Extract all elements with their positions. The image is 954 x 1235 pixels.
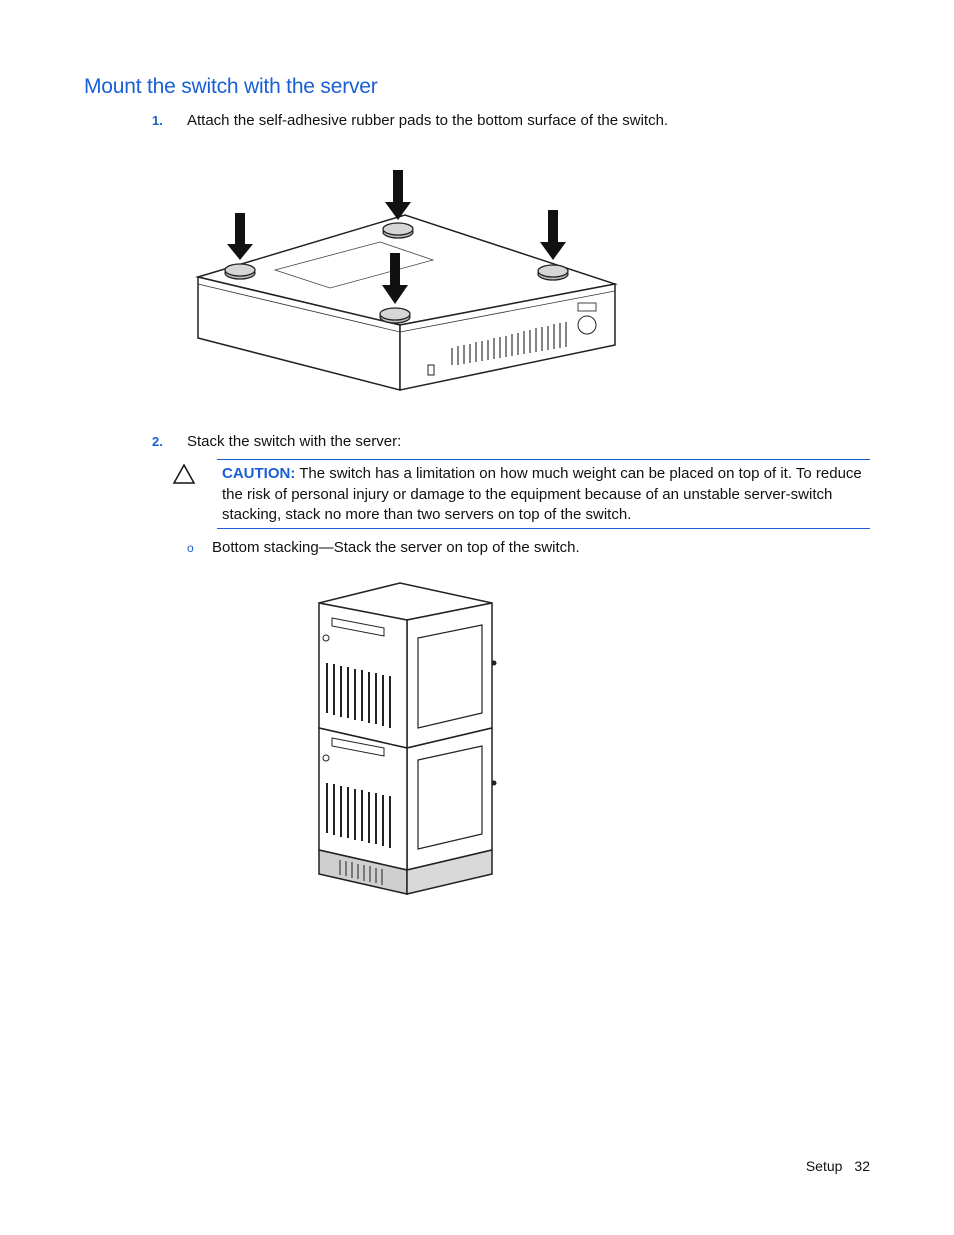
arrow-down-icon: [385, 170, 411, 220]
bullet: o: [187, 541, 194, 555]
step-number: 1.: [152, 113, 163, 128]
step-2: [152, 432, 401, 452]
sub-list-item: [187, 538, 580, 558]
step-text: Stack the switch with the server:: [187, 433, 402, 450]
page-footer: [794, 1158, 870, 1174]
page-number: 32: [854, 1158, 870, 1174]
caution-message: The switch has a limitation on how much weight can be placed on top of it. To reduce the risk of personal injury or damage to the equipment because of an unstable server-switch stacking, stack no more than two servers on top of the switch.: [222, 465, 862, 523]
switch-rubber-pads-illustration: [190, 160, 630, 395]
arrow-down-icon: [540, 210, 566, 260]
arrow-down-icon: [227, 213, 253, 260]
step-1: [152, 111, 668, 131]
server-upper-side: [407, 603, 492, 748]
caution-notice: [217, 459, 870, 529]
server-stack-illustration: [312, 578, 502, 898]
sub-item-text: Bottom stacking—Stack the server on top of the switch.: [212, 539, 580, 556]
caution-label: CAUTION:: [222, 465, 296, 482]
step-number: 2.: [152, 434, 163, 449]
footer-section: Setup: [805, 1158, 843, 1174]
step-text: Attach the self-adhesive rubber pads to the bottom surface of the switch.: [187, 112, 669, 129]
page-title: Mount the switch with the server: [84, 75, 378, 98]
caution-text-block: [222, 464, 867, 526]
logo-icon: [578, 316, 596, 334]
caution-triangle-icon: [172, 463, 196, 485]
